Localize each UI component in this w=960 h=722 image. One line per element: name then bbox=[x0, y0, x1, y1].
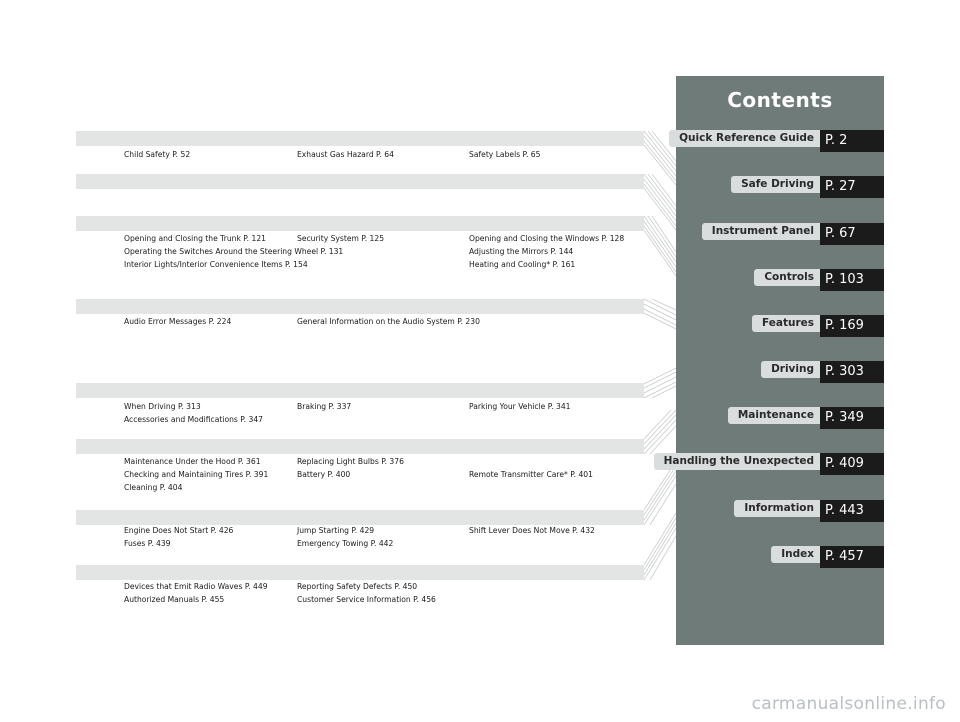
link-mirrors[interactable]: Adjusting the Mirrors P. 144 bbox=[469, 247, 574, 256]
link-braking[interactable]: Braking P. 337 bbox=[297, 402, 352, 411]
tab-page-number: P. 349 bbox=[820, 407, 884, 429]
link-fuses[interactable]: Fuses P. 439 bbox=[124, 539, 171, 548]
tab-page-number: P. 303 bbox=[820, 361, 884, 383]
tab-page-number: P. 443 bbox=[820, 500, 884, 522]
link-parking[interactable]: Parking Your Vehicle P. 341 bbox=[469, 402, 571, 411]
tab-page-number: P. 2 bbox=[820, 130, 884, 152]
watermark: carmanualsonline.info bbox=[751, 694, 946, 714]
tab-label: Controls bbox=[754, 269, 820, 286]
tab-quick-reference-guide[interactable] bbox=[676, 130, 884, 152]
section-band-instrument-panel bbox=[76, 216, 644, 231]
link-remote-transmitter[interactable]: Remote Transmitter Care* P. 401 bbox=[469, 470, 593, 479]
tab-label: Features bbox=[752, 315, 820, 332]
section-band-features bbox=[76, 383, 644, 398]
tab-page-number: P. 169 bbox=[820, 315, 884, 337]
link-audio-info[interactable]: General Information on the Audio System P. 230 bbox=[297, 317, 480, 326]
tab-label: Safe Driving bbox=[731, 176, 820, 193]
tab-safe-driving[interactable] bbox=[676, 176, 884, 198]
tab-page-number: P. 27 bbox=[820, 176, 884, 198]
link-customer-service[interactable]: Customer Service Information P. 456 bbox=[297, 595, 436, 604]
link-windows[interactable]: Opening and Closing the Windows P. 128 bbox=[469, 234, 625, 243]
link-jump-starting[interactable]: Jump Starting P. 429 bbox=[297, 526, 375, 535]
link-shift-lever[interactable]: Shift Lever Does Not Move P. 432 bbox=[469, 526, 595, 535]
link-tires[interactable]: Checking and Maintaining Tires P. 391 bbox=[124, 470, 269, 479]
tab-page-number: P. 67 bbox=[820, 223, 884, 245]
link-engine-not-start[interactable]: Engine Does Not Start P. 426 bbox=[124, 526, 234, 535]
connector-hatch bbox=[644, 410, 676, 454]
tab-label: Index bbox=[771, 546, 820, 563]
link-audio-error[interactable]: Audio Error Messages P. 224 bbox=[124, 317, 232, 326]
tab-label: Instrument Panel bbox=[702, 223, 820, 240]
tab-handling-the-unexpected[interactable] bbox=[663, 453, 884, 475]
tab-information[interactable] bbox=[676, 500, 884, 522]
section-band-maintenance bbox=[76, 510, 644, 525]
link-authorized-manuals[interactable]: Authorized Manuals P. 455 bbox=[124, 595, 225, 604]
link-safety-defects[interactable]: Reporting Safety Defects P. 450 bbox=[297, 582, 418, 591]
section-band-safe-driving bbox=[76, 174, 644, 189]
connector-hatch bbox=[644, 299, 676, 329]
tab-label: Handling the Unexpected bbox=[654, 453, 820, 470]
link-light-bulbs[interactable]: Replacing Light Bulbs P. 376 bbox=[297, 457, 404, 466]
section-band-quick-reference bbox=[76, 131, 644, 146]
page-title: Contents bbox=[727, 88, 833, 112]
tab-page-number: P. 457 bbox=[820, 546, 884, 568]
section-band-controls bbox=[76, 299, 644, 314]
tab-label: Maintenance bbox=[728, 407, 820, 424]
link-heating-cooling[interactable]: Heating and Cooling* P. 161 bbox=[469, 260, 576, 269]
tab-instrument-panel[interactable] bbox=[676, 223, 884, 245]
tab-driving[interactable] bbox=[676, 361, 884, 383]
tab-controls[interactable] bbox=[676, 269, 884, 291]
tab-index[interactable] bbox=[676, 546, 884, 568]
tab-page-number: P. 409 bbox=[820, 453, 884, 475]
link-trunk[interactable]: Opening and Closing the Trunk P. 121 bbox=[124, 234, 266, 243]
link-interior-lights[interactable]: Interior Lights/Interior Convenience Items P. 154 bbox=[124, 260, 308, 269]
section-band-driving bbox=[76, 439, 644, 454]
tab-page-number: P. 103 bbox=[820, 269, 884, 291]
link-safety-labels[interactable]: Safety Labels P. 65 bbox=[469, 150, 541, 159]
connector-hatch bbox=[644, 502, 676, 580]
link-child-safety[interactable]: Child Safety P. 52 bbox=[124, 150, 191, 159]
link-steering-switches[interactable]: Operating the Switches Around the Steering Wheel P. 131 bbox=[124, 247, 344, 256]
tab-label: Information bbox=[734, 500, 820, 517]
tab-features[interactable] bbox=[676, 315, 884, 337]
link-when-driving[interactable]: When Driving P. 313 bbox=[124, 402, 201, 411]
link-accessories[interactable]: Accessories and Modifications P. 347 bbox=[124, 415, 263, 424]
link-radio-waves[interactable]: Devices that Emit Radio Waves P. 449 bbox=[124, 582, 268, 591]
link-exhaust-gas-hazard[interactable]: Exhaust Gas Hazard P. 64 bbox=[297, 150, 394, 159]
tab-label: Driving bbox=[761, 361, 820, 378]
contents-panel bbox=[663, 76, 884, 645]
link-security-system[interactable]: Security System P. 125 bbox=[297, 234, 385, 243]
connector-hatch bbox=[644, 216, 676, 276]
link-under-hood[interactable]: Maintenance Under the Hood P. 361 bbox=[124, 457, 261, 466]
link-battery[interactable]: Battery P. 400 bbox=[297, 470, 351, 479]
link-emergency-towing[interactable]: Emergency Towing P. 442 bbox=[297, 539, 394, 548]
tab-label: Quick Reference Guide bbox=[669, 130, 820, 147]
section-band-unexpected bbox=[76, 565, 644, 580]
connector-hatch bbox=[644, 365, 676, 398]
link-cleaning[interactable]: Cleaning P. 404 bbox=[124, 483, 183, 492]
tab-maintenance[interactable] bbox=[676, 407, 884, 429]
